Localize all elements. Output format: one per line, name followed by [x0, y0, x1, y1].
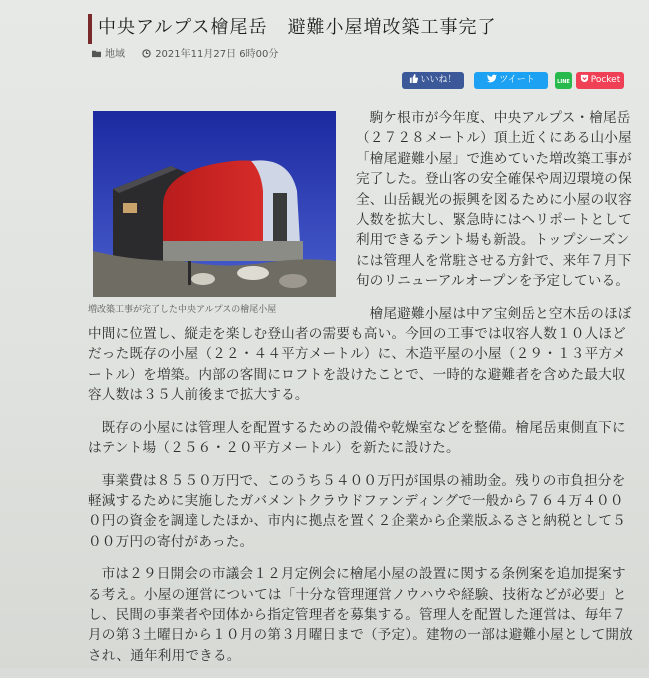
article-meta [92, 45, 278, 60]
paragraph: 既存の小屋には管理人を配置するための設備や乾燥室などを整備。檜尾岳東側直下にはテント場（２５６・２０平方メートル）を新たに設けた。 [88, 419, 626, 457]
tweet-label: ツイート [499, 75, 535, 85]
article-title [88, 14, 638, 44]
article-title-part1: 中央アルプス檜尾岳 [98, 17, 268, 38]
pocket-label: Pocket [590, 75, 621, 85]
publish-date-label: 2021年11月27日 6時00分 [155, 49, 279, 60]
line-share-button[interactable] [555, 72, 572, 89]
thumbs-up-icon [409, 74, 418, 83]
paragraph: 檜尾避難小屋は中ア宝剣岳と空木岳のほぼ中間に位置し、縦走を楽しむ登山者の需要も高い。今回の工事では収容人数１０人ほどだった既存の小屋（２２・４４平方メートル）に、木造平屋の小屋（２９・１３平方メートル）を増築。内部の客間にロフトを設けたことで、一時的な避難者を含めた最大収容人数は３５人前後まで拡大する。 [88, 305, 632, 404]
category[interactable] [92, 49, 128, 60]
folder-icon [92, 49, 101, 58]
pocket-icon [580, 74, 589, 83]
category-label: 地域 [105, 49, 125, 60]
clock-icon [142, 49, 151, 58]
twitter-bird-icon [487, 74, 497, 83]
publish-date [142, 49, 278, 60]
image-spacer [88, 108, 356, 318]
article-body [88, 108, 636, 678]
tweet-button[interactable] [474, 72, 548, 89]
line-icon: LINE [557, 79, 570, 85]
paragraph: 事業費は８５５０万円で、このうち５４００万円が国県の補助金。残りの市負担分を軽減するために実施したガバメントクラウドファンディングで一般から７６４万４０００円の資金を調達したほか、市内に拠点を置く２企業から企業版ふるさと納税として５００万円の寄付があった。 [88, 472, 626, 550]
photo-caption: 増改築工事が完了した中央アルプスの檜尾小屋 [88, 305, 277, 315]
paragraph: 市は２９日開会の市議会１２月定例会に檜尾小屋の設置に関する条例案を追加提案する考え。小屋の運営については「十分な管理運営ノウハウや経験、技術などが必要」とし、民間の事業者や団体から指定管理者を募集する。管理人を配置した運営は、毎年７月の第３土曜日から１０月の第３月曜日まで（予定）。建物の一部は避難小屋として開放され、通年利用できる。 [88, 566, 633, 664]
like-label: いいね！ [420, 75, 457, 85]
facebook-like-button[interactable] [402, 72, 464, 89]
article-title-part2: 避難小屋増改築工事完了 [287, 17, 497, 38]
paragraph: 駒ケ根市が今年度、中央アルプス・檜尾岳（２７２８メートル）頂上近くにある山小屋「檜尾避難小屋」で進めていた増改築工事が完了した。登山客の安全確保や周辺環境の保全、山岳観光の振興を図るために小屋の収容人数を拡大し、緊急時にはヘリポートとして利用できるテント場も新設。トップシーズンには管理人を常駐させる方針で、来年７月下旬のリニューアルオープンを予定している。 [356, 110, 632, 290]
pocket-button[interactable] [576, 72, 624, 89]
